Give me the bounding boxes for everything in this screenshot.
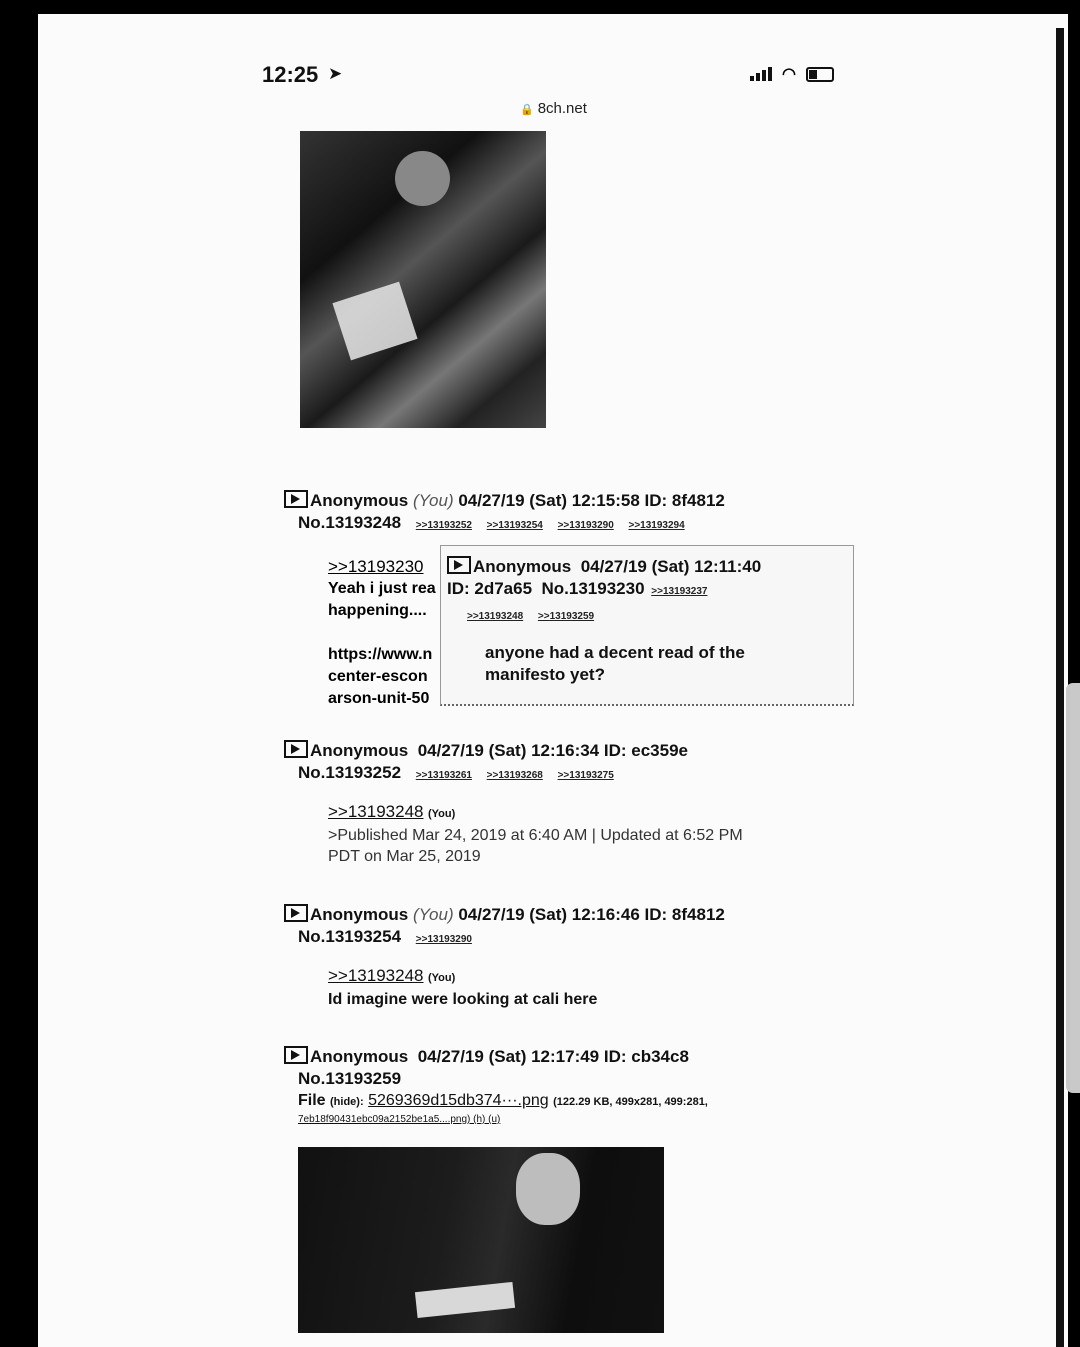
url-bar[interactable] [520,100,587,117]
reply-link[interactable]: >>13193252 [415,520,472,531]
file-link[interactable]: 5269369d15db374···.png [368,1092,549,1109]
body-line: happening.... [328,602,427,619]
hide-post-icon[interactable] [447,556,471,574]
reply-link[interactable]: >>13193294 [628,520,685,531]
page-edge [1056,28,1064,1347]
hide-post-icon[interactable] [284,740,308,758]
lock-icon: 🔒 [520,104,534,116]
post-date: 04/27/19 (Sat) 12:16:46 [458,905,640,924]
post-body [328,801,748,867]
body-line: center-escon [328,668,428,685]
post-13193254 [284,904,844,1010]
post-13193259 [284,1046,844,1125]
post-body-truncated [328,556,444,710]
clock: 12:25 [262,62,319,87]
hide-post-icon[interactable] [284,1046,308,1064]
quote-link[interactable]: >>13193248 [328,966,424,985]
url-text: 8ch.net [537,100,587,117]
post-number[interactable]: No.13193259 [298,1069,402,1088]
reply-link[interactable]: >>13193237 [651,586,708,597]
quote-link[interactable]: >>13193248 [328,802,424,821]
poster-name: Anonymous [310,741,409,760]
poster-id: ID: cb34c8 [603,1047,689,1066]
post-13193248 [284,490,844,537]
post-image[interactable] [300,131,546,428]
poster-name: Anonymous [310,905,409,924]
body-line: Yeah i just rea [328,580,436,597]
body-line: arson-unit-50 [328,690,430,707]
reply-link[interactable]: >>13193290 [557,520,614,531]
scrollbar-handle[interactable] [1066,683,1080,1093]
reply-link[interactable]: >>13193268 [486,770,543,781]
post-date: 04/27/19 (Sat) 12:11:40 [580,557,762,576]
battery-icon [806,67,834,82]
you-label: (You) [412,905,454,924]
post-number[interactable]: No.13193230 [541,579,645,598]
poster-name: Anonymous [310,1047,409,1066]
file-original-name[interactable]: 7eb18f90431ebc09a2152be1a5....png) (h) (u) [298,1114,501,1125]
reply-link[interactable]: >>13193290 [415,934,472,945]
reply-link[interactable]: >>13193261 [415,770,472,781]
post-image[interactable] [298,1147,664,1333]
post-number[interactable]: No.13193252 [298,763,402,782]
signal-icon [750,67,772,81]
status-bar [262,52,842,92]
reply-link[interactable]: >>13193248 [467,611,524,622]
file-label: File [298,1092,326,1109]
body-line: https://www.n [328,646,433,663]
reply-link[interactable]: >>13193275 [557,770,614,781]
post-number[interactable]: No.13193254 [298,927,402,946]
status-icons [750,64,834,84]
reply-link[interactable]: >>13193254 [486,520,543,531]
post-header [284,490,844,512]
post-13193252 [284,740,844,867]
poster-id: ID: ec359e [603,741,688,760]
file-meta: (122.29 KB, 499x281, 499:281, [553,1096,708,1108]
you-label: (You) [427,972,456,984]
post-number[interactable]: No.13193248 [298,513,402,532]
hide-file-link[interactable]: (hide): [330,1096,364,1108]
you-label: (You) [412,491,454,510]
hide-post-icon[interactable] [284,904,308,922]
post-date: 04/27/19 (Sat) 12:16:34 [417,741,600,760]
quote-link[interactable]: >>13193230 [328,557,424,576]
you-label: (You) [427,808,456,820]
reply-link[interactable]: >>13193259 [537,611,595,622]
post-body [328,965,844,1010]
body-text: Id imagine were looking at cali here [328,991,598,1008]
wifi-icon: ◠ [782,66,796,83]
post-body: anyone had a decent read of the manifesto yet? [485,643,745,684]
file-info [298,1092,844,1110]
post-date: 04/27/19 (Sat) 12:17:49 [417,1047,600,1066]
poster-id: ID: 8f4812 [644,491,725,510]
poster-id: ID: 2d7a65 [447,579,533,598]
hide-post-icon[interactable] [284,490,308,508]
quote-preview-card [440,545,854,706]
poster-id: ID: 8f4812 [644,905,725,924]
post-date: 04/27/19 (Sat) 12:15:58 [458,491,640,510]
poster-name: Anonymous [310,491,409,510]
greentext: >Published Mar 24, 2019 at 6:40 AM | Updated at 6:52 PM PDT on Mar 25, 2019 [328,827,743,865]
poster-name: Anonymous [473,557,572,576]
location-arrow-icon: ➤ [328,64,343,83]
